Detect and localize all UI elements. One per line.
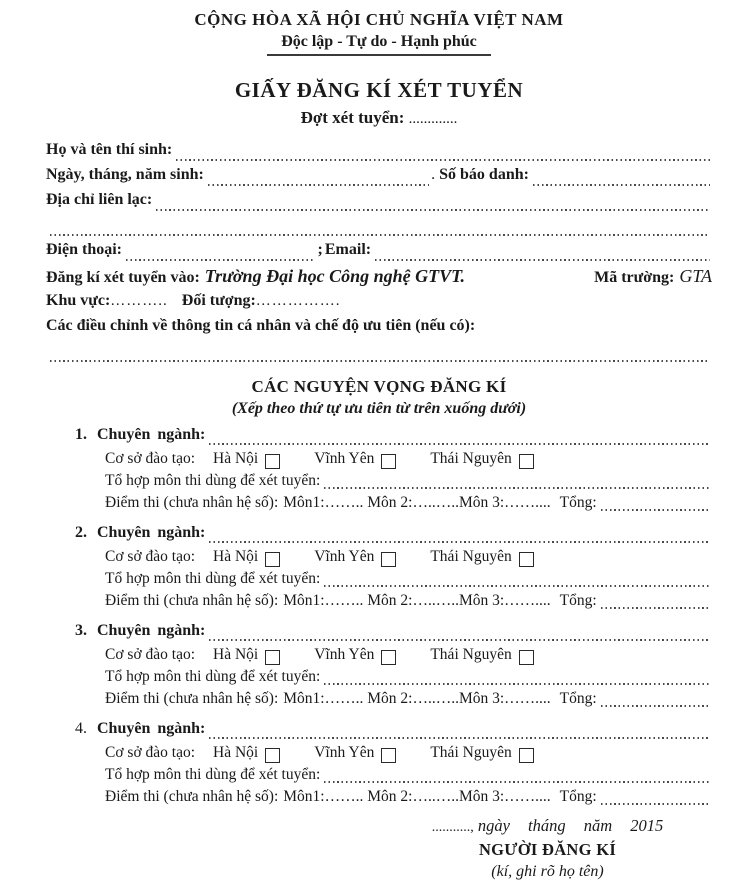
object-label: Đối tượng: <box>181 292 256 309</box>
name-line <box>46 141 712 166</box>
wish-number: 3. <box>75 622 87 639</box>
wishes-header <box>46 377 712 418</box>
date-text: ngày tháng năm 2015 <box>477 816 664 835</box>
combo-label: Tổ hợp môn thi dùng để xét tuyển: <box>105 570 321 587</box>
signer-title: NGƯỜI ĐĂNG KÍ <box>478 840 617 859</box>
phone-email-line <box>46 241 712 266</box>
score-label: Điểm thi (chưa nhân hệ số): <box>105 592 279 609</box>
wish-block-1 <box>75 426 712 516</box>
total-label: Tổng: <box>559 592 597 609</box>
campus-hanoi-label: Hà Nội <box>213 548 259 565</box>
dob-label: Ngày, tháng, năm sinh: <box>46 166 204 183</box>
campus-vinhyen-checkbox[interactable] <box>381 552 396 567</box>
major-label: Chuyên ngành: <box>97 524 206 541</box>
campus-hanoi-checkbox[interactable] <box>265 552 280 567</box>
combo-label: Tổ hợp môn thi dùng để xét tuyển: <box>105 472 321 489</box>
sbd-blank[interactable] <box>533 184 710 186</box>
campus-line <box>75 548 712 570</box>
major-blank[interactable] <box>209 541 710 543</box>
wish-number: 2. <box>75 524 87 541</box>
address-blank[interactable] <box>156 209 710 211</box>
campus-hanoi-label: Hà Nội <box>213 450 259 467</box>
score-label: Điểm thi (chưa nhân hệ số): <box>105 690 279 707</box>
email-label: Email: <box>324 241 372 258</box>
campus-thainguyen-checkbox[interactable] <box>519 748 534 763</box>
apply-line <box>46 266 712 292</box>
campus-label: Cơ sở đào tạo: <box>105 450 196 467</box>
campus-thainguyen-label: Thái Nguyên <box>430 744 512 761</box>
combo-blank[interactable] <box>324 781 710 783</box>
campus-thainguyen-checkbox[interactable] <box>519 552 534 567</box>
total-blank[interactable] <box>601 607 710 609</box>
major-line <box>75 720 712 744</box>
major-blank[interactable] <box>209 737 710 739</box>
combo-label: Tổ hợp môn thi dùng để xét tuyển: <box>105 668 321 685</box>
campus-thainguyen-label: Thái Nguyên <box>430 646 512 663</box>
major-line <box>75 622 712 646</box>
combo-blank[interactable] <box>324 585 710 587</box>
signer-note: (kí, ghi rõ họ tên) <box>491 863 604 880</box>
phone-separator: ; <box>317 241 323 258</box>
school-code-value: GTA <box>679 266 712 286</box>
adjustments-line <box>46 317 712 342</box>
adjustments-blank-line <box>46 342 712 367</box>
score-label: Điểm thi (chưa nhân hệ số): <box>105 788 279 805</box>
campus-vinhyen-label: Vĩnh Yên <box>314 450 375 467</box>
region-label: Khu vực: <box>46 292 111 309</box>
campus-label: Cơ sở đào tạo: <box>105 548 196 565</box>
phone-blank[interactable] <box>126 259 314 261</box>
place-blank[interactable]: ..........., <box>431 820 474 835</box>
campus-hanoi-label: Hà Nội <box>213 646 259 663</box>
total-label: Tổng: <box>559 690 597 707</box>
score-subjects[interactable]: Môn1:…….. Môn 2:…..…..Môn 3:…….... <box>283 690 551 707</box>
campus-vinhyen-label: Vĩnh Yên <box>314 744 375 761</box>
form-header <box>46 10 712 128</box>
campus-thainguyen-checkbox[interactable] <box>519 650 534 665</box>
region-object-line <box>46 292 712 317</box>
campus-hanoi-label: Hà Nội <box>213 744 259 761</box>
round-line <box>46 108 712 128</box>
score-subjects[interactable]: Môn1:…….. Môn 2:…..…..Môn 3:…….... <box>283 788 551 805</box>
email-blank[interactable] <box>375 259 710 261</box>
name-label: Họ và tên thí sinh: <box>46 141 173 158</box>
major-line <box>75 524 712 548</box>
phone-label: Điện thoại: <box>46 241 122 258</box>
total-blank[interactable] <box>601 705 710 707</box>
university-name: Trường Đại học Công nghệ GTVT. <box>204 266 465 286</box>
score-line <box>75 494 712 516</box>
total-blank[interactable] <box>601 803 710 805</box>
score-subjects[interactable]: Môn1:…….. Môn 2:…..…..Môn 3:…….... <box>283 494 551 511</box>
major-line <box>75 426 712 450</box>
score-line <box>75 592 712 614</box>
total-label: Tổng: <box>559 494 597 511</box>
campus-hanoi-checkbox[interactable] <box>265 748 280 763</box>
campus-vinhyen-checkbox[interactable] <box>381 454 396 469</box>
adjustments-blank[interactable] <box>50 360 710 362</box>
wishes-subtitle: (Xếp theo thứ tự ưu tiên từ trên xuống dưới) <box>231 400 527 417</box>
score-line <box>75 690 712 712</box>
campus-thainguyen-label: Thái Nguyên <box>430 450 512 467</box>
campus-label: Cơ sở đào tạo: <box>105 744 196 761</box>
combo-line <box>75 668 712 690</box>
name-blank[interactable] <box>176 159 710 161</box>
major-label: Chuyên ngành: <box>97 622 206 639</box>
apply-label: Đăng kí xét tuyển vào: <box>46 269 200 286</box>
campus-vinhyen-checkbox[interactable] <box>381 650 396 665</box>
dob-blank[interactable] <box>208 184 429 186</box>
campus-hanoi-checkbox[interactable] <box>265 454 280 469</box>
adjustments-label: Các điều chỉnh về thông tin cá nhân và chế độ ưu tiên (nếu có): <box>46 317 476 334</box>
round-blank[interactable]: ............. <box>408 111 458 127</box>
wish-block-2 <box>75 524 712 614</box>
campus-hanoi-checkbox[interactable] <box>265 650 280 665</box>
date-line <box>405 816 690 836</box>
campus-line <box>75 450 712 472</box>
wish-block-4 <box>75 720 712 810</box>
campus-label: Cơ sở đào tạo: <box>105 646 196 663</box>
campus-line <box>75 744 712 766</box>
combo-blank[interactable] <box>324 683 710 685</box>
combo-line <box>75 472 712 494</box>
address-continuation-line <box>46 216 712 241</box>
major-blank[interactable] <box>209 639 710 641</box>
score-subjects[interactable]: Môn1:…….. Môn 2:…..…..Môn 3:…….... <box>283 592 551 609</box>
region-blank[interactable]: ……….. <box>110 293 168 309</box>
combo-blank[interactable] <box>324 487 710 489</box>
round-label: Đợt xét tuyển: <box>300 108 405 127</box>
wish-number: 1. <box>75 426 87 443</box>
sbd-label: Số báo danh: <box>439 166 529 183</box>
major-label: Chuyên ngành: <box>97 720 206 737</box>
wishes-title: CÁC NGUYỆN VỌNG ĐĂNG KÍ <box>251 377 507 396</box>
address-blank-2[interactable] <box>50 234 710 236</box>
form-title: GIẤY ĐĂNG KÍ XÉT TUYỂN <box>234 78 524 102</box>
campus-vinhyen-checkbox[interactable] <box>381 748 396 763</box>
major-label: Chuyên ngành: <box>97 426 206 443</box>
signature-section <box>46 816 712 881</box>
national-title: CỘNG HÒA XÃ HỘI CHỦ NGHĨA VIỆT NAM <box>194 10 564 29</box>
campus-line <box>75 646 712 668</box>
wish-number: 4. <box>75 720 87 737</box>
combo-line <box>75 766 712 788</box>
campus-thainguyen-checkbox[interactable] <box>519 454 534 469</box>
dob-line <box>46 166 712 191</box>
national-motto: Độc lập - Tự do - Hạnh phúc <box>267 33 491 56</box>
combo-line <box>75 570 712 592</box>
wish-block-3 <box>75 622 712 712</box>
campus-thainguyen-label: Thái Nguyên <box>430 548 512 565</box>
address-line <box>46 191 712 216</box>
personal-info-section <box>46 141 712 367</box>
combo-label: Tổ hợp môn thi dùng để xét tuyển: <box>105 766 321 783</box>
campus-vinhyen-label: Vĩnh Yên <box>314 548 375 565</box>
score-label: Điểm thi (chưa nhân hệ số): <box>105 494 279 511</box>
total-label: Tổng: <box>559 788 597 805</box>
campus-vinhyen-label: Vĩnh Yên <box>314 646 375 663</box>
signature-column <box>405 816 690 881</box>
dob-separator: . <box>431 166 436 183</box>
total-blank[interactable] <box>601 509 710 511</box>
major-blank[interactable] <box>209 443 710 445</box>
object-blank[interactable]: ……………. <box>255 293 341 309</box>
score-line <box>75 788 712 810</box>
address-label: Địa chỉ liên lạc: <box>46 191 153 208</box>
school-code-label: Mã trường: <box>594 269 675 286</box>
